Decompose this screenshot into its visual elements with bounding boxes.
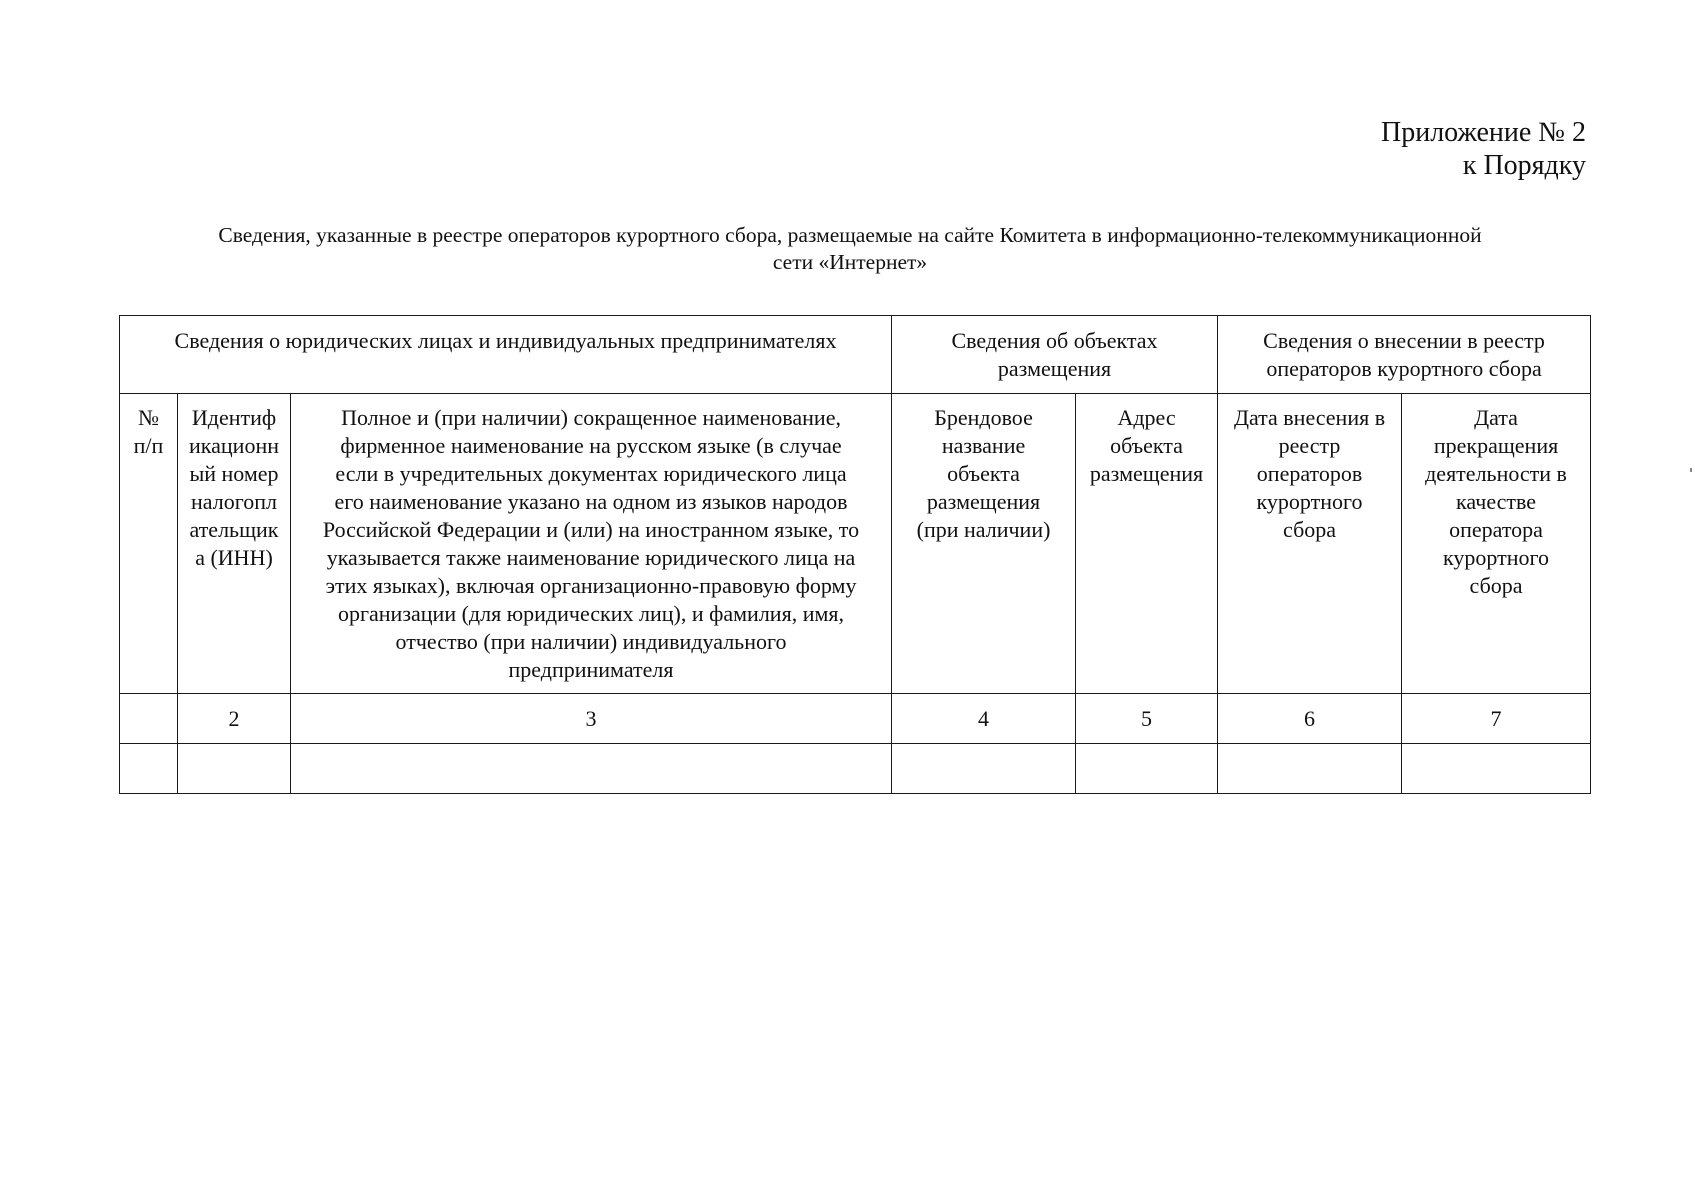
column-number-6: 6 bbox=[1218, 694, 1402, 744]
column-header-number: № п/п bbox=[120, 394, 178, 694]
column-number-4: 4 bbox=[892, 694, 1076, 744]
column-number-2: 2 bbox=[178, 694, 291, 744]
group-header-accommodation-objects: Сведения об объектах размещения bbox=[892, 316, 1218, 394]
document-title-line-2: сети «Интернет» bbox=[772, 250, 928, 274]
table-cell bbox=[178, 744, 291, 794]
table-cell bbox=[1076, 744, 1218, 794]
column-header-address: Адрес объекта размещения bbox=[1076, 394, 1218, 694]
group-header-registry-entry: Сведения о внесении в реестр операторов курортного сбора bbox=[1218, 316, 1591, 394]
table-cell bbox=[1402, 744, 1591, 794]
document-title-line-1: Сведения, указанные в реестре операторов курортного сбора, размещаемые на сайте Комитета в информационно-телекоммуникационной bbox=[218, 223, 1482, 247]
column-number-1 bbox=[120, 694, 178, 744]
column-number-3: 3 bbox=[291, 694, 892, 744]
table-cell bbox=[291, 744, 892, 794]
appendix-reference: к Порядку bbox=[1462, 150, 1586, 181]
scan-mark bbox=[1690, 468, 1692, 472]
registry-table bbox=[119, 315, 1591, 794]
column-header-termination-date: Дата прекращения деятельности в качестве оператора курортного сбора bbox=[1402, 394, 1591, 694]
group-header-legal-entities: Сведения о юридических лицах и индивидуальных предпринимателях bbox=[120, 316, 892, 394]
column-number-7: 7 bbox=[1402, 694, 1591, 744]
appendix-number: Приложение № 2 bbox=[1381, 117, 1586, 148]
column-header-full-name: Полное и (при наличии) сокращенное наименование, фирменное наименование на русском языке (в случае если в учредительных документах юридического лица его наименование указано на одном из языков народов Российской Федерации и (или) на иностранном языке, то указывается также наименование юридического лица на этих языках), включая организационно-правовую форму организации (для юридических лиц), и фамилия, имя, отчество (при наличии) индивидуального предпринимателя bbox=[291, 394, 892, 694]
table-cell bbox=[120, 744, 178, 794]
document-title bbox=[130, 222, 1570, 276]
appendix-label bbox=[1381, 116, 1586, 182]
column-header-entry-date: Дата внесения в реестр операторов курортного сбора bbox=[1218, 394, 1402, 694]
table-cell bbox=[892, 744, 1076, 794]
table-column-number-row bbox=[120, 694, 1591, 744]
table-row bbox=[120, 744, 1591, 794]
table-group-header-row bbox=[120, 316, 1591, 394]
table-cell bbox=[1218, 744, 1402, 794]
column-header-brand-name: Брендовое название объекта размещения (при наличии) bbox=[892, 394, 1076, 694]
column-number-5: 5 bbox=[1076, 694, 1218, 744]
table-column-header-row bbox=[120, 394, 1591, 694]
column-header-inn: Идентиф икационн ый номер налогопл ательщик а (ИНН) bbox=[178, 394, 291, 694]
